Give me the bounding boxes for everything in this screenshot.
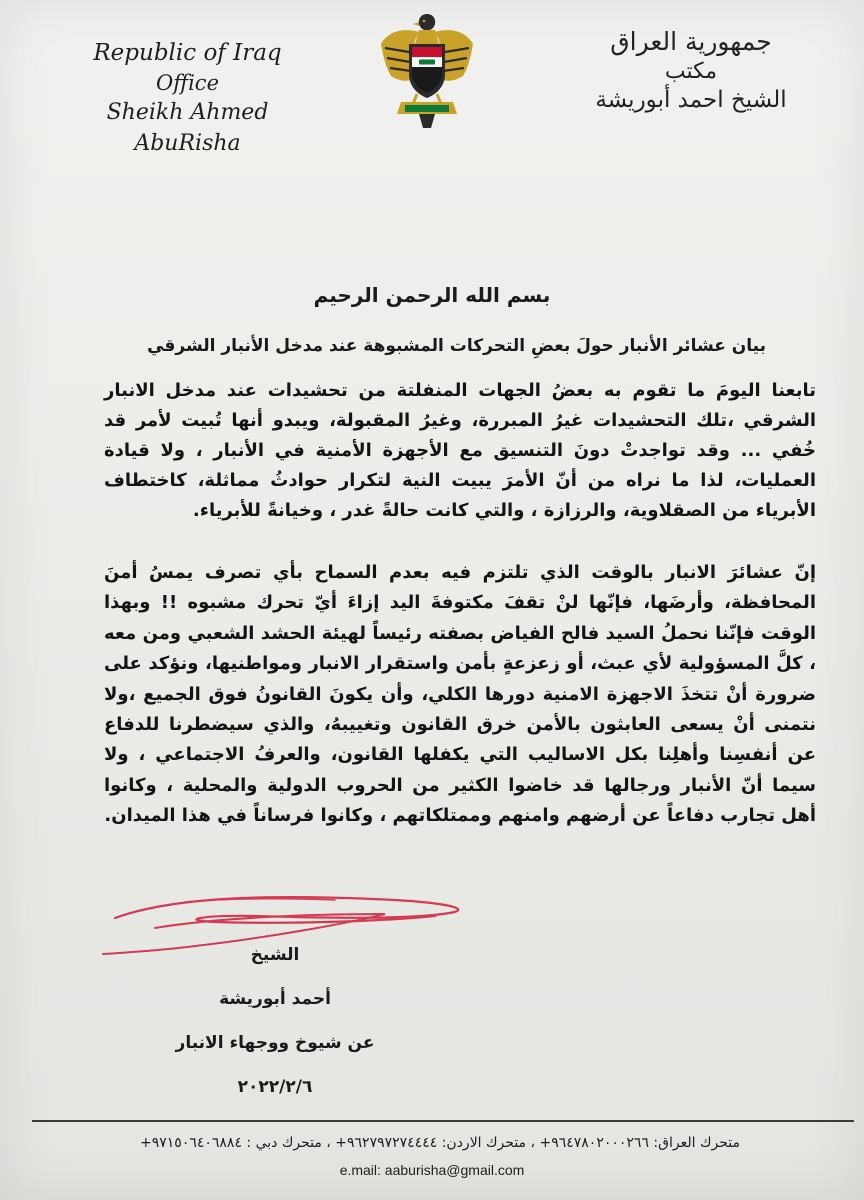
footer-divider	[32, 1120, 854, 1122]
letterhead-ar-name: الشيخ احمد أبوريشة	[595, 87, 787, 113]
footer-email: e.mail: aaburisha@gmail.com	[339, 1162, 525, 1178]
signoff-title: الشيخ	[250, 945, 300, 965]
statement-paragraph-1: تابعنا اليومَ ما تقوم به بعضُ الجهات المنفلتة من تحشيدات عند مدخل الانبار الشرقي ،تلك التحشيدات غيرُ المبررة، وغيرُ المقبولة، ويبدو أنها تُبيت لأمر قد خُفي ... وقد تواجدتْ دونَ التنسيق مع الأجهزة الأمنية في الأنبار ، ولا قيادة العمليات، لذا ما نراه من أنّ الأمرَ يبيت النية لتكرار حوادثُ مماثلة، كاختطاف الأبرياء من الصقلاوية، والرزازة ، والتي كانت حالةً غدر ، وخيانةً للأبرياء.	[104, 380, 816, 521]
letterhead-en-country: Republic of Iraq	[93, 40, 282, 66]
letterhead-english	[50, 38, 325, 159]
statement-paragraph-2: إنّ عشائرَ الانبار بالوقت الذي تلتزم فيه بعدم السماح بأي تصرف يمسُ أمنَ المحافظة، وأرضَها، فإنّها لنْ تقفَ مكتوفةَ اليد إزاءَ أيّ تحرك مشبوه !! وبهذا الوقت فإنّنا نحملُ السيد فالح الفياض بصفته رئيساً لهيئة الحشد الشعبي ومن معه ، كلَّ المسؤولية لأي عبث، أو زعزعةٍ بأمن واستقرار الانبار ومواطنيها، ونؤكد على ضرورة أنْ تتخذَ الاجهزة الامنية دورها الكلي، وأن يكونَ القانونُ فوق الجميع ،ولا نتمنى أنْ يسعى العابثون بالأمن خرق القانون وتغييبهُ، والذي سيضطرنا للدفاع عن أنفسِنا وأهلِنا بكل الاساليب التي يكفلها القانون، والعرفُ الاجتماعي ، ولا سيما أنّ الأنبار ورجالها قد خاضوا الكثير من الحروب الدولية والمحلية ، وكانوا أهل تجارب دفاعاً عن أرضهم وامنهم وممتلكاتهم ، وكانوا فرساناً في هذا الميدان.	[104, 562, 816, 827]
letterhead-arabic	[576, 25, 806, 115]
signoff-on-behalf: عن شيوخ ووجهاء الانبار	[175, 1033, 375, 1053]
letterhead-ar-office: مكتب	[664, 59, 718, 84]
signoff-block	[140, 940, 410, 1116]
letterhead-en-office: Office	[156, 71, 219, 95]
signoff-date: ٢٠٢٢/٢/٦	[237, 1077, 313, 1097]
letterhead-ar-country: جمهورية العراق	[610, 27, 772, 56]
iraq-eagle-emblem-icon	[375, 10, 480, 132]
footer-phone-numbers: متحرك العراق: ٩٦٤٧٨٠٢٠٠٠٢٦٦+ ، متحرك الاردن: ٩٦٢٧٩٧٢٧٤٤٤٤+ ، متحرك دبي : ٩٧١٥٠٦٤٠٦٨٨٤+	[140, 1135, 740, 1151]
basmala-heading: بسم الله الرحمن الرحيم	[313, 283, 551, 307]
letterhead-en-name: Sheikh Ahmed AbuRisha	[106, 100, 269, 156]
signoff-name: أحمد أبوريشة	[219, 989, 331, 1009]
statement-subject: بيان عشائر الأنبار حولَ بعضِ التحركات المشبوهة عند مدخل الأنبار الشرقي	[147, 336, 766, 356]
